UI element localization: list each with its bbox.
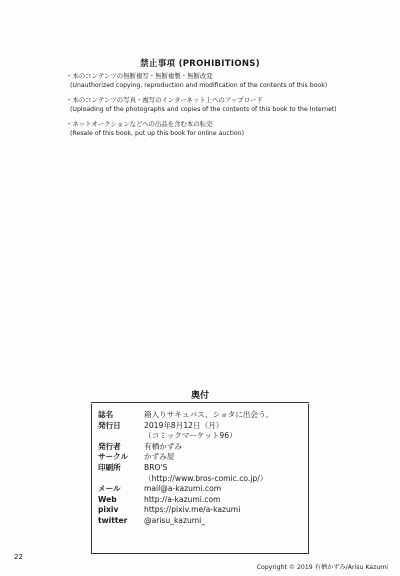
row-value: mail@a-kazumi.com bbox=[144, 484, 222, 494]
colophon-row-pixiv bbox=[98, 505, 308, 516]
colophon-row-twitter bbox=[98, 516, 308, 527]
row-label: Web bbox=[98, 494, 117, 504]
prohibition-en: (Resale of this book, put up this book for online auction) bbox=[70, 130, 245, 137]
row-value: かずみ屋 bbox=[144, 452, 175, 462]
prohibition-jp: ・ネットオークションなどへの出品を含む本の転売 bbox=[66, 120, 213, 128]
colophon-row-title bbox=[98, 410, 308, 421]
colophon-row-circle bbox=[98, 452, 308, 463]
prohibition-item bbox=[66, 72, 386, 90]
row-value: （コミックマーケット96） bbox=[144, 431, 237, 441]
page-number: 22 bbox=[14, 553, 23, 561]
row-label: 印刷所 bbox=[98, 462, 121, 472]
prohibition-item bbox=[66, 96, 386, 114]
row-label: 誌名 bbox=[98, 410, 114, 419]
row-value: http://a-kazumi.com bbox=[144, 494, 221, 504]
row-value: 2019年8月12日（月） bbox=[144, 420, 224, 430]
row-label: 発行日 bbox=[98, 420, 121, 430]
colophon-row-event bbox=[98, 431, 308, 442]
colophon-title: 奥付 bbox=[190, 391, 209, 401]
colophon-row-date bbox=[98, 421, 308, 432]
colophon-row-web bbox=[98, 495, 308, 506]
row-label: pixiv bbox=[98, 505, 119, 515]
row-label: 発行者 bbox=[98, 441, 121, 451]
row-label bbox=[98, 431, 144, 442]
prohibition-en: (Uploading of the photographs and copies of the contents of this book to the Internet) bbox=[70, 106, 337, 113]
prohibition-jp: ・本のコンテンツの写真・複写のインターネット上へのアップロード bbox=[66, 96, 263, 104]
row-label: メール bbox=[98, 484, 121, 494]
row-label: twitter bbox=[98, 515, 128, 525]
row-value: 有栖かずみ bbox=[144, 441, 182, 451]
row-label: サークル bbox=[98, 452, 129, 462]
prohibitions-title: 禁止事項 (PROHIBITIONS) bbox=[140, 59, 260, 69]
prohibitions-list bbox=[66, 72, 386, 144]
prohibition-jp: ・本のコンテンツの無断複写・無断複製・無断改変 bbox=[66, 72, 213, 80]
colophon-table bbox=[98, 410, 308, 527]
row-label bbox=[98, 474, 144, 485]
colophon-row-printer bbox=[98, 463, 308, 474]
row-value: （http://www.bros-comic.co.jp/） bbox=[144, 473, 268, 483]
colophon-divider bbox=[91, 402, 309, 403]
colophon-row-publisher bbox=[98, 442, 308, 453]
prohibition-en: (Unauthorized copying, reproduction and modification of the contents of this book) bbox=[70, 82, 328, 89]
row-value: @arisu_kazumi_ bbox=[144, 515, 206, 525]
row-value: 箱入りサキュバス、ショタに出会う。 bbox=[144, 410, 274, 419]
prohibition-item bbox=[66, 120, 386, 138]
row-value: BRO'S bbox=[144, 462, 168, 472]
copyright-notice: Copyright © 2019 有栖かずみ/Arisu Kazumi bbox=[256, 564, 388, 571]
colophon-row-mail bbox=[98, 484, 308, 495]
row-value: https://pixiv.me/a-kazumi bbox=[144, 505, 241, 515]
colophon-row-printer-url bbox=[98, 474, 308, 485]
